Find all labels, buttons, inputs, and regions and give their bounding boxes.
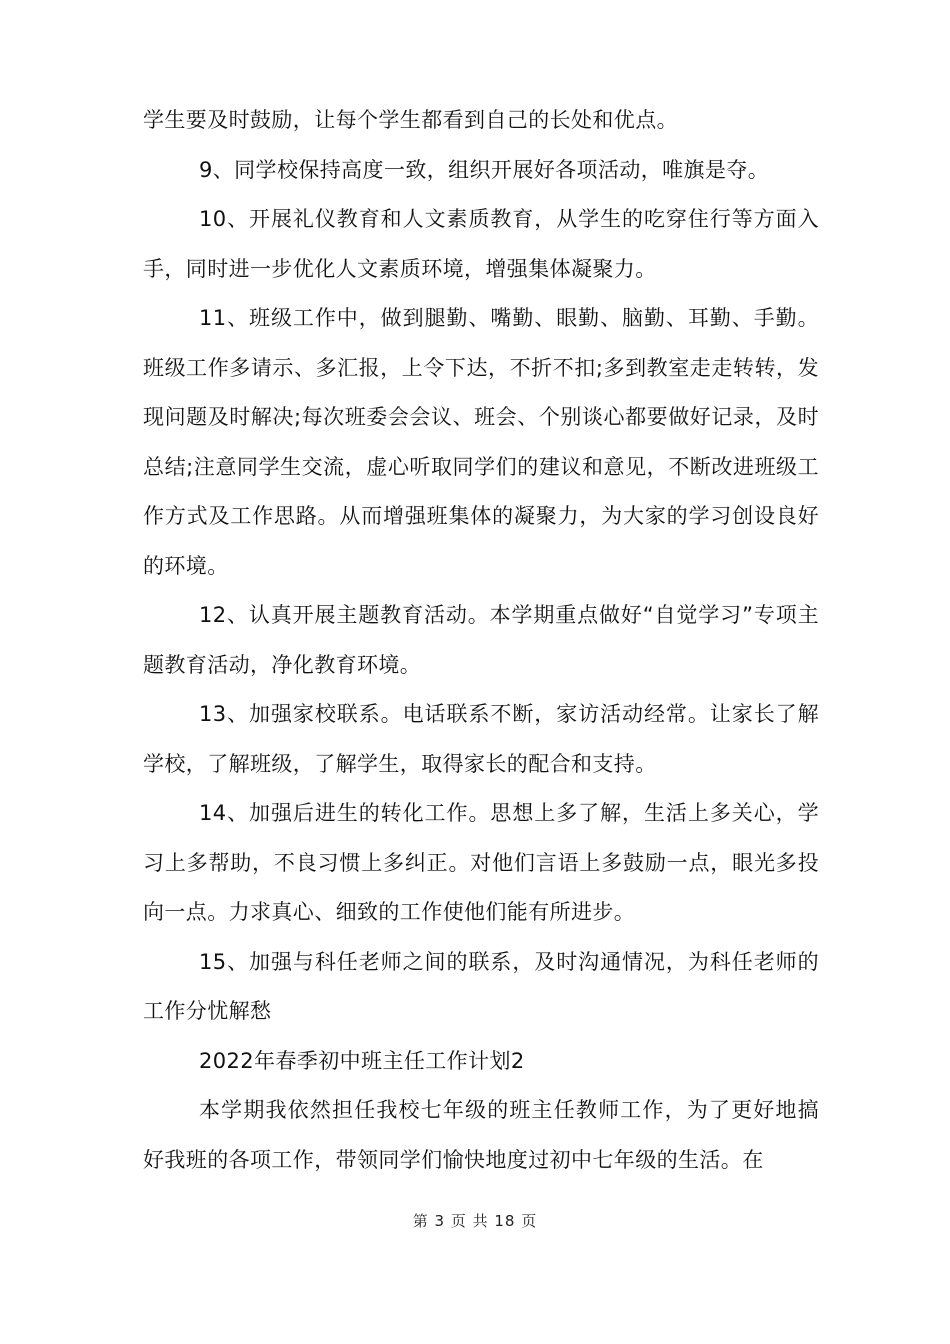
paragraph-item-10: 10、开展礼仪教育和人文素质教育，从学生的吃穿住行等方面入手，同时进一步优化人文素质环境，增强集体凝聚力。 (143, 207, 819, 281)
page-number: 第 3 页 共 18 页 (412, 1212, 538, 1230)
page-footer (0, 1210, 950, 1231)
paragraph-item-11: 11、班级工作中，做到腿勤、嘴勤、眼勤、脑勤、耳勤、手勤。班级工作多请示、多汇报，上令下达，不折不扣;多到教室走走转转，发现问题及时解决;每次班委会会议、班会、个别谈心都要做好记录，及时总结;注意同学生交流，虚心听取同学们的建议和意见，不断改进班级工作方式及工作思路。从而增强班集体的凝聚力，为大家的学习创设良好的环境。 (143, 306, 819, 578)
paragraph-item-9: 9、同学校保持高度一致，组织开展好各项活动，唯旗是夺。 (199, 157, 770, 182)
paragraph-item-12: 12、认真开展主题教育活动。本学期重点做好“自觉学习”专项主题教育活动，净化教育环境。 (143, 603, 819, 677)
paragraph-item-15: 15、加强与科任老师之间的联系，及时沟通情况，为科任老师的工作分忧解愁 (143, 949, 819, 1023)
paragraph-intro: 本学期我依然担任我校七年级的班主任教师工作，为了更好地搞好我班的各项工作，带领同学们愉快地度过初中七年级的生活。在 (143, 1098, 819, 1172)
paragraph-item-13: 13、加强家校联系。电话联系不断，家访活动经常。让家长了解学校，了解班级，了解学生，取得家长的配合和支持。 (143, 702, 819, 776)
document-body (143, 96, 819, 1185)
paragraph-item-14: 14、加强后进生的转化工作。思想上多了解，生活上多关心，学习上多帮助，不良习惯上多纠正。对他们言语上多鼓励一点，眼光多投向一点。力求真心、细致的工作使他们能有所进步。 (143, 801, 819, 924)
section-heading: 2022年春季初中班主任工作计划2 (199, 1048, 525, 1073)
paragraph-continuation: 学生要及时鼓励，让每个学生都看到自己的长处和优点。 (143, 108, 678, 132)
